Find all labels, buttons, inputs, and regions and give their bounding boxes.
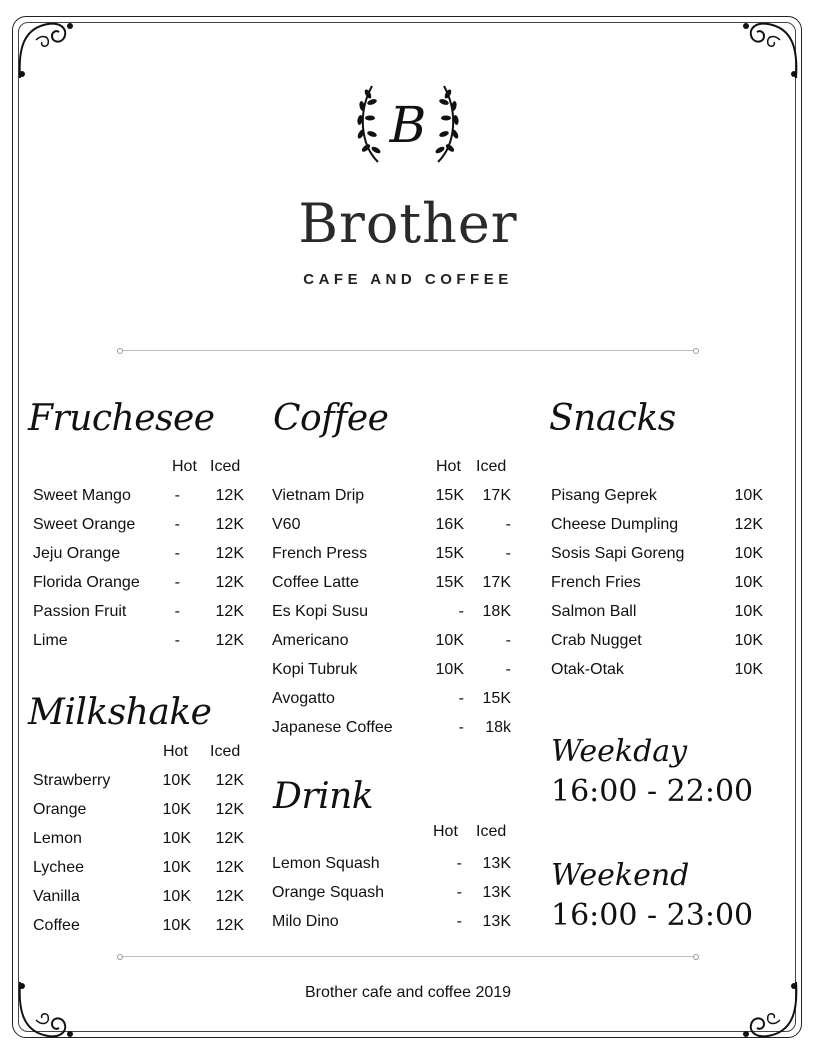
- item-price-iced: -: [505, 661, 511, 678]
- col-iced-coffee: Iced: [476, 458, 507, 475]
- item-price-iced: 12K: [215, 574, 244, 591]
- item-price-iced: 12K: [215, 801, 244, 818]
- corner-ornament-bottom-left: [14, 972, 84, 1042]
- item-price-iced: 12K: [215, 830, 244, 847]
- item-price-hot: 10K: [162, 859, 191, 876]
- item-price-hot: -: [174, 487, 180, 504]
- col-iced-drink: Iced: [476, 823, 507, 840]
- item-price-hot: -: [456, 855, 462, 872]
- item-name: Strawberry: [33, 772, 111, 789]
- item-name: Florida Orange: [33, 574, 140, 591]
- menu-item-row: [0, 539, 816, 568]
- item-price-hot: 10K: [162, 801, 191, 818]
- item-name: French Fries: [551, 574, 641, 591]
- item-name: Japanese Coffee: [272, 719, 393, 736]
- col-iced-milkshake: Iced: [210, 743, 241, 760]
- item-name: Orange: [33, 801, 87, 818]
- item-name: Vietnam Drip: [272, 487, 365, 504]
- item-name: Avogatto: [272, 690, 335, 707]
- item-price-iced: 15K: [482, 690, 511, 707]
- section-title-fruchesee: Fruchesee: [28, 398, 215, 439]
- brand-subtitle: CAFE AND COFFEE: [303, 271, 513, 288]
- menu-item-row: [0, 568, 816, 597]
- item-price-hot: 10K: [162, 888, 191, 905]
- item-price-hot: 16K: [435, 516, 464, 533]
- item-name: V60: [272, 516, 301, 533]
- menu-item-row: [0, 597, 816, 626]
- menu-item-row: [0, 481, 816, 510]
- menu-item-row: [0, 684, 816, 713]
- item-price-hot: 10K: [162, 772, 191, 789]
- weekend-time: 16:00 - 23:00: [551, 898, 754, 933]
- item-price-iced: 12K: [215, 545, 244, 562]
- item-name: Sweet Mango: [33, 487, 131, 504]
- laurel-wreath-logo: [348, 78, 468, 170]
- item-name: Kopi Tubruk: [272, 661, 358, 678]
- item-price-hot: 10K: [162, 917, 191, 934]
- section-title-snacks: Snacks: [549, 398, 676, 439]
- item-name: Lemon Squash: [272, 855, 380, 872]
- brand-title: Brother: [298, 192, 518, 255]
- item-name: Vanilla: [33, 888, 80, 905]
- item-name: Salmon Ball: [551, 603, 637, 620]
- item-price-iced: 12K: [215, 917, 244, 934]
- item-name: Jeju Orange: [33, 545, 121, 562]
- col-hot-drink: Hot: [433, 823, 458, 840]
- item-price-iced: 13K: [482, 855, 511, 872]
- item-price-hot: -: [174, 603, 180, 620]
- col-hot-milkshake: Hot: [163, 743, 188, 760]
- menu-item-row: [0, 626, 816, 655]
- item-name: Lychee: [33, 859, 84, 876]
- col-hot-fruchesee: Hot: [172, 458, 197, 475]
- item-price-iced: -: [505, 516, 511, 533]
- footer-text: Brother cafe and coffee 2019: [304, 984, 512, 1001]
- item-price-hot: -: [174, 574, 180, 591]
- menu-item-row: [0, 510, 816, 539]
- item-price-iced: -: [505, 545, 511, 562]
- corner-ornament-bottom-right: [732, 972, 802, 1042]
- item-price-hot: -: [174, 545, 180, 562]
- item-price-hot: 15K: [435, 574, 464, 591]
- item-price-hot: -: [456, 884, 462, 901]
- divider-top: [120, 350, 696, 351]
- corner-ornament-top-right: [732, 18, 802, 88]
- item-name: Americano: [272, 632, 349, 649]
- item-name: Es Kopi Susu: [272, 603, 369, 620]
- item-price: 10K: [734, 661, 763, 678]
- item-price: 10K: [734, 487, 763, 504]
- item-price-iced: 12K: [215, 632, 244, 649]
- item-price: 10K: [734, 545, 763, 562]
- item-name: Otak-Otak: [551, 661, 624, 678]
- item-price-hot: -: [458, 690, 464, 707]
- section-title-milkshake: Milkshake: [28, 692, 212, 733]
- item-price-iced: 17K: [482, 574, 511, 591]
- item-price-hot: -: [174, 516, 180, 533]
- item-name: Sosis Sapi Goreng: [551, 545, 685, 562]
- item-price: 12K: [734, 516, 763, 533]
- item-name: Lemon: [33, 830, 82, 847]
- item-price-hot: 15K: [435, 545, 464, 562]
- item-price: 10K: [734, 603, 763, 620]
- item-price-iced: 12K: [215, 859, 244, 876]
- divider-bottom: [120, 956, 696, 957]
- menu-item-row: [0, 849, 816, 878]
- item-name: Crab Nugget: [551, 632, 642, 649]
- menu-item-row: [0, 655, 816, 684]
- item-price-iced: 12K: [215, 772, 244, 789]
- item-name: French Press: [272, 545, 368, 562]
- item-price-iced: 12K: [215, 516, 244, 533]
- col-hot-coffee: Hot: [436, 458, 461, 475]
- item-price-hot: 10K: [435, 632, 464, 649]
- item-price-hot: -: [456, 913, 462, 930]
- item-name: Orange Squash: [272, 884, 385, 901]
- item-name: Coffee Latte: [272, 574, 359, 591]
- item-price-iced: 13K: [482, 913, 511, 930]
- item-price: 10K: [734, 632, 763, 649]
- col-iced-fruchesee: Iced: [210, 458, 241, 475]
- item-price-iced: 12K: [215, 888, 244, 905]
- item-price-iced: 12K: [215, 487, 244, 504]
- item-name: Lime: [33, 632, 68, 649]
- item-name: Pisang Geprek: [551, 487, 657, 504]
- item-price-hot: -: [174, 632, 180, 649]
- item-price-iced: 17K: [482, 487, 511, 504]
- item-price-hot: 10K: [435, 661, 464, 678]
- item-price-iced: -: [505, 632, 511, 649]
- item-price-hot: -: [458, 719, 464, 736]
- item-price-hot: 15K: [435, 487, 464, 504]
- item-price-hot: 10K: [162, 830, 191, 847]
- item-name: Passion Fruit: [33, 603, 127, 620]
- section-title-coffee: Coffee: [273, 398, 389, 439]
- item-price-iced: 12K: [215, 603, 244, 620]
- item-price-iced: 18k: [485, 719, 511, 736]
- item-price-hot: -: [458, 603, 464, 620]
- item-name: Cheese Dumpling: [551, 516, 679, 533]
- item-name: Sweet Orange: [33, 516, 136, 533]
- menu-item-row: [0, 713, 816, 742]
- item-name: Milo Dino: [272, 913, 339, 930]
- corner-ornament-top-left: [14, 18, 84, 88]
- item-price-iced: 18K: [482, 603, 511, 620]
- item-price-iced: 13K: [482, 884, 511, 901]
- item-name: Coffee: [33, 917, 80, 934]
- section-title-drink: Drink: [273, 776, 374, 817]
- weekday-label: Weekday: [551, 734, 688, 769]
- item-price: 10K: [734, 574, 763, 591]
- weekday-time: 16:00 - 22:00: [551, 774, 754, 809]
- weekend-label: Weekend: [551, 858, 690, 893]
- logo-letter: B: [389, 96, 427, 154]
